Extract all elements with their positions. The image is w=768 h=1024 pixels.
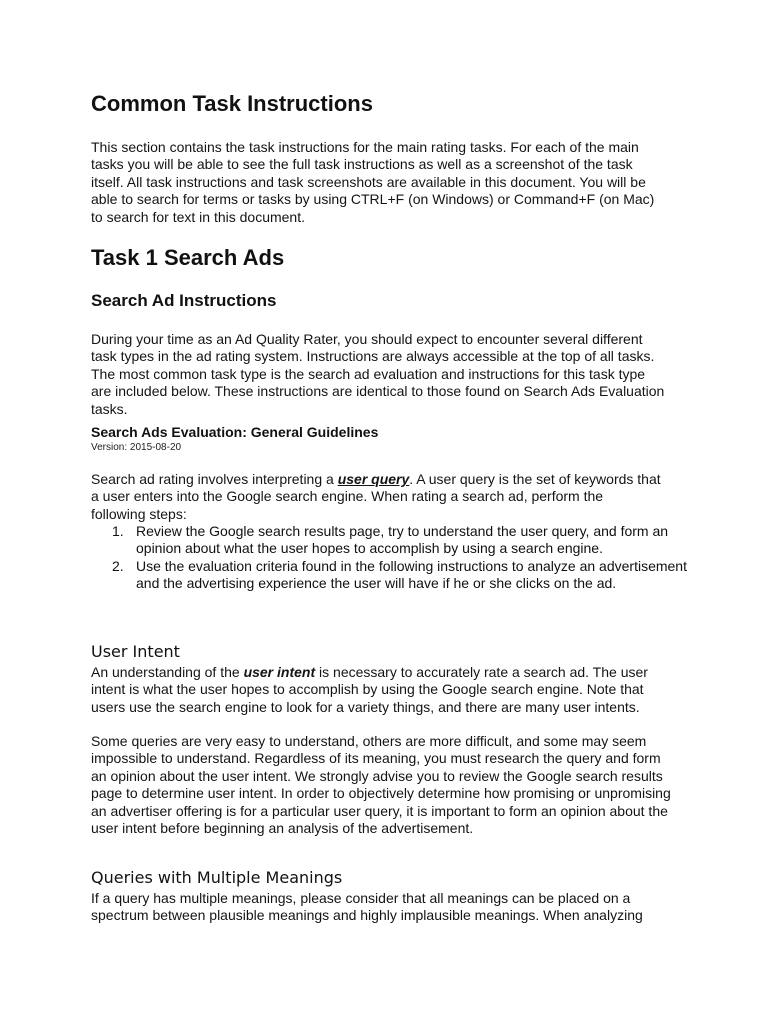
rating-text-pre: Search ad rating involves interpreting a — [91, 471, 338, 487]
user-intent-heading: User Intent — [91, 642, 180, 661]
list-item-text: Review the Google search results page, try to understand the user query, and form an opinion about what the user hopes to accomplish by using a search engine. — [136, 523, 669, 557]
rating-text-post: . A user query is the set of keywords that a user enters into the Google search engine. When rating a search ad, perform the following steps: — [91, 471, 661, 522]
list-item-number: 1. — [112, 523, 124, 539]
multiple-meanings-heading: Queries with Multiple Meanings — [91, 868, 343, 887]
intent-text-pre: An understanding of the — [91, 664, 244, 680]
rating-paragraph — [91, 471, 661, 523]
user-intent-paragraph-2: Some queries are very easy to understand, others are more difficult, and some may seem impossible to understand. Regardless of its meaning, you must research the query and form an opinion about the user intent. We strongly advise you to review the Google search results page to determine user intent. In order to objectively determine how promising or unpromising an advertiser offering is for a particular user query, it is important to form an opinion about the user intent before beginning an analysis of the advertisement. — [91, 733, 671, 837]
intro-paragraph: This section contains the task instructions for the main rating tasks. For each of the main tasks you will be able to see the full task instructions as well as a screenshot of the task itself. All task instructions and task screenshots are available in this document. You will be able to search for terms or tasks by using CTRL+F (on Windows) or Command+F (on Mac) to search for text in this document. — [91, 139, 655, 225]
version-label: Version: 2015-08-20 — [91, 442, 182, 453]
multiple-meanings-paragraph: If a query has multiple meanings, please consider that all meanings can be placed on a spectrum between plausible meanings and highly implausible meanings. When analyzing — [91, 890, 643, 924]
intent-text-post: is necessary to accurately rate a search ad. The user intent is what the user hopes to accomplish by using the Google search engine. Note that users use the search engine to look for a variety things, and there are many user intents. — [91, 664, 648, 715]
list-item — [91, 558, 691, 593]
user-intent-paragraph — [91, 664, 671, 716]
steps-list — [91, 523, 691, 593]
page-title: Common Task Instructions — [91, 91, 373, 116]
section-heading: Search Ad Instructions — [91, 291, 277, 310]
section-paragraph: During your time as an Ad Quality Rater, you should expect to encounter several different task types in the ad rating system. Instructions are always accessible at the top of all tasks. The most common task type is the search ad evaluation and instructions for this task type are included below. These instructions are identical to those found on Search Ads Evaluation tasks. — [91, 331, 665, 417]
user-intent-term: user intent — [243, 664, 316, 680]
list-item-number: 2. — [112, 557, 124, 574]
user-query-term: user query — [337, 471, 410, 487]
list-item-text: Use the evaluation criteria found in the following instructions to analyze an advertisement and the advertising experience the user will have if he or she clicks on the ad. — [136, 557, 687, 592]
list-item — [91, 523, 691, 558]
guidelines-heading: Search Ads Evaluation: General Guidelines — [91, 424, 379, 440]
task-heading: Task 1 Search Ads — [91, 245, 285, 270]
